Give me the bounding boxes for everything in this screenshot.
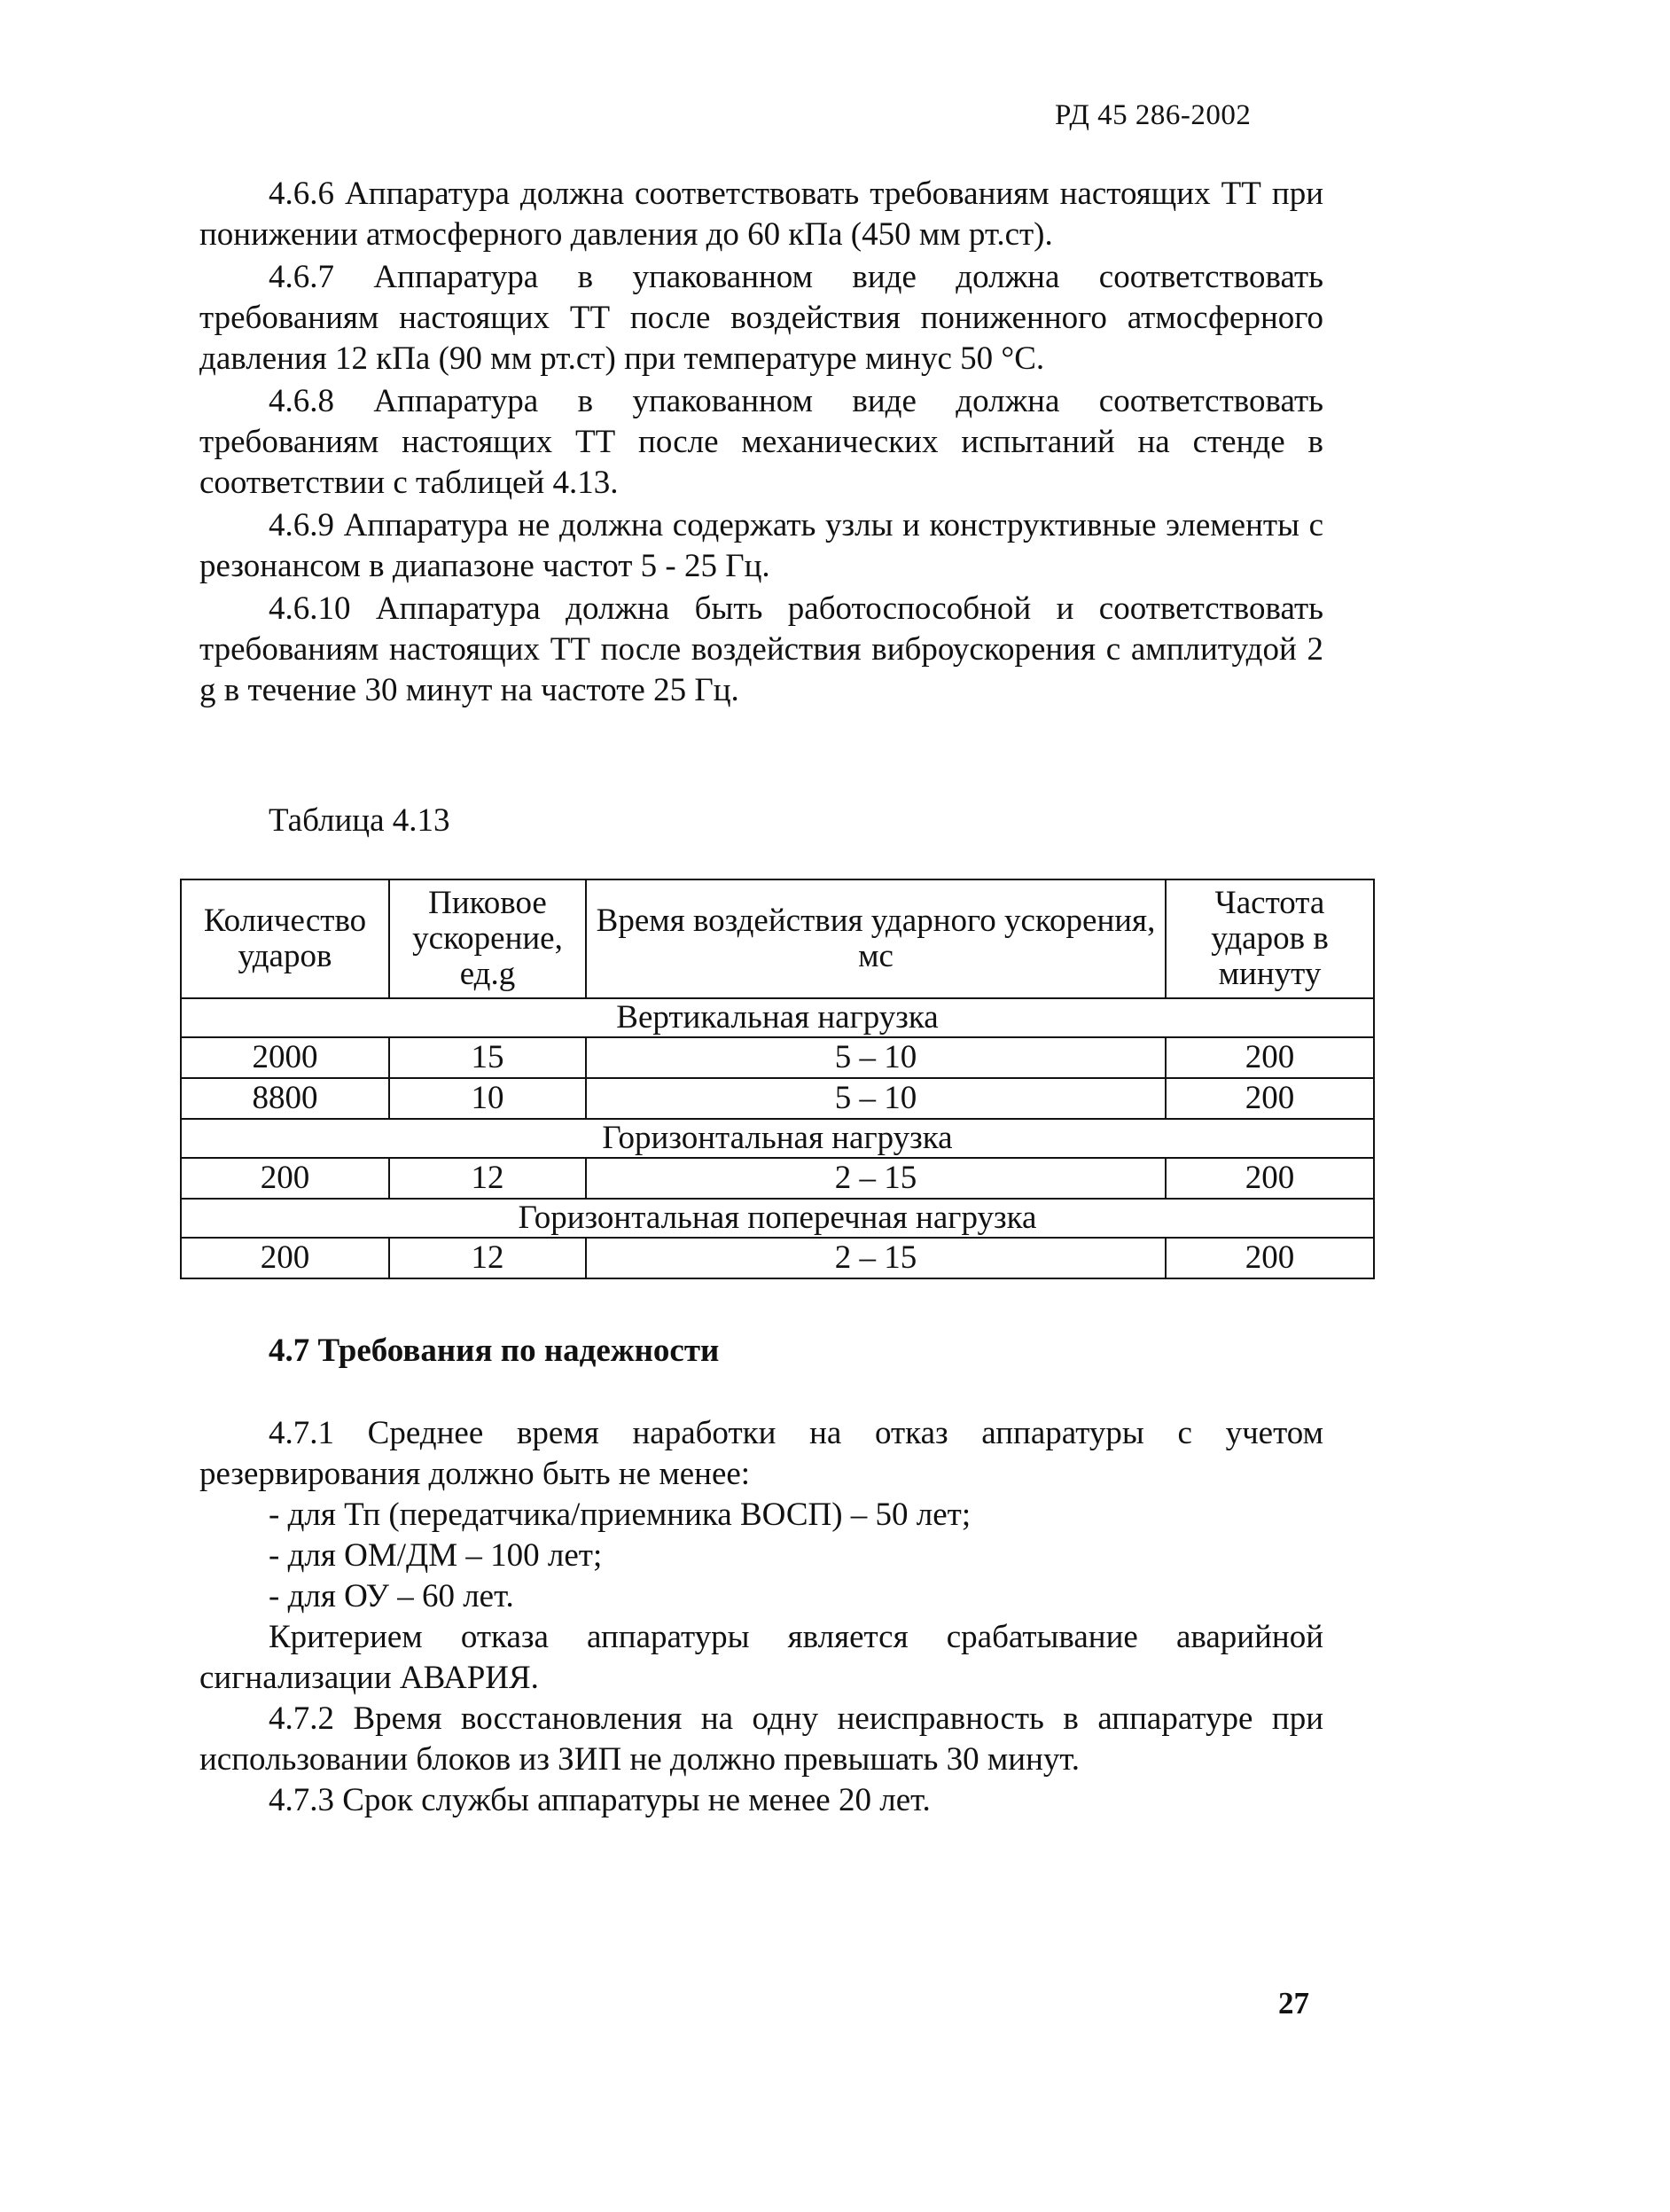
- group-title: Вертикальная нагрузка: [181, 998, 1374, 1037]
- table-group-row: [181, 998, 1374, 1037]
- table-header-row: [181, 879, 1374, 998]
- header-cell: Количество ударов: [181, 879, 389, 998]
- table-cell: 2000: [181, 1037, 389, 1078]
- table-cell: 8800: [181, 1078, 389, 1119]
- table-row: [181, 1158, 1374, 1199]
- document-code: РД 45 286-2002: [1055, 99, 1252, 131]
- table-row: [181, 1037, 1374, 1078]
- table-cell: 200: [181, 1158, 389, 1199]
- table-cell: 200: [1166, 1037, 1374, 1078]
- shock-test-table: [180, 879, 1375, 1279]
- paragraph-4-6-6: 4.6.6 Аппаратура должна соответствовать требованиям настоящих ТТ при понижении атмосферного давления до 60 кПа (450 мм рт.ст).: [199, 176, 1323, 253]
- table-cell: 200: [1166, 1238, 1374, 1278]
- table-row: [181, 1238, 1374, 1278]
- paragraph-4-7-2: 4.7.2 Время восстановления на одну неисправность в аппаратуре при использовании блоков из ЗИП не должно превышать 30 минут.: [199, 1700, 1323, 1778]
- table-cell: 15: [389, 1037, 586, 1078]
- reliability-text: [199, 1413, 1323, 1821]
- group-title: Горизонтальная нагрузка: [181, 1119, 1374, 1158]
- table-group-row: [181, 1199, 1374, 1238]
- table-cell: 2 – 15: [586, 1238, 1166, 1278]
- page-number: 27: [1278, 1986, 1309, 2021]
- table-cell: 2 – 15: [586, 1158, 1166, 1199]
- group-title: Горизонтальная поперечная нагрузка: [181, 1199, 1374, 1238]
- table-cell: 200: [181, 1238, 389, 1278]
- list-item: - для ОМ/ДМ – 100 лет;: [269, 1537, 603, 1574]
- failure-criterion: Критерием отказа аппаратуры является срабатывание аварийной сигнализации АВАРИЯ.: [199, 1619, 1323, 1696]
- table-cell: 5 – 10: [586, 1037, 1166, 1078]
- table-cell: 200: [1166, 1078, 1374, 1119]
- section-title: 4.7 Требования по надежности: [269, 1333, 720, 1369]
- list-item: - для ОУ – 60 лет.: [269, 1578, 514, 1614]
- header-cell: Пиковое ускорение, ед.g: [389, 879, 586, 998]
- table-group-row: [181, 1119, 1374, 1158]
- table-cell: 10: [389, 1078, 586, 1119]
- paragraph-4-7-1: 4.7.1 Среднее время наработки на отказ аппаратуры с учетом резервирования должно быть не менее:: [199, 1415, 1323, 1492]
- paragraph-4-6-7: 4.6.7 Аппаратура в упакованном виде должна соответствовать требованиям настоящих ТТ после воздействия пониженного атмосферного давления 12 кПа (90 мм рт.ст) при температуре минус 50 °С.: [199, 259, 1323, 377]
- table-cell: 12: [389, 1158, 586, 1199]
- paragraph-4-6-8: 4.6.8 Аппаратура в упакованном виде должна соответствовать требованиям настоящих ТТ после механических испытаний на стенде в соответствии с таблицей 4.13.: [199, 383, 1323, 501]
- table-cell: 200: [1166, 1158, 1374, 1199]
- list-item: - для Тп (передатчика/приемника ВОСП) – 50 лет;: [269, 1497, 972, 1533]
- table-cell: 5 – 10: [586, 1078, 1166, 1119]
- paragraph-4-6-9: 4.6.9 Аппаратура не должна содержать узлы и конструктивные элементы с резонансом в диапазоне частот 5 - 25 Гц.: [199, 507, 1323, 584]
- paragraph-4-7-3: 4.7.3 Срок службы аппаратуры не менее 20 лет.: [269, 1782, 931, 1818]
- table-caption: Таблица 4.13: [269, 802, 450, 839]
- header-cell: Частота ударов в минуту: [1166, 879, 1374, 998]
- table-cell: 12: [389, 1238, 586, 1278]
- header-cell: Время воздействия ударного ускорения, мс: [586, 879, 1166, 998]
- table-row: [181, 1078, 1374, 1119]
- paragraph-4-6-10: 4.6.10 Аппаратура должна быть работоспособной и соответствовать требованиям настоящих ТТ после воздействия виброускорения с амплитудой 2 g в течение 30 минут на частоте 25 Гц.: [199, 590, 1323, 708]
- requirements-text: [199, 174, 1323, 711]
